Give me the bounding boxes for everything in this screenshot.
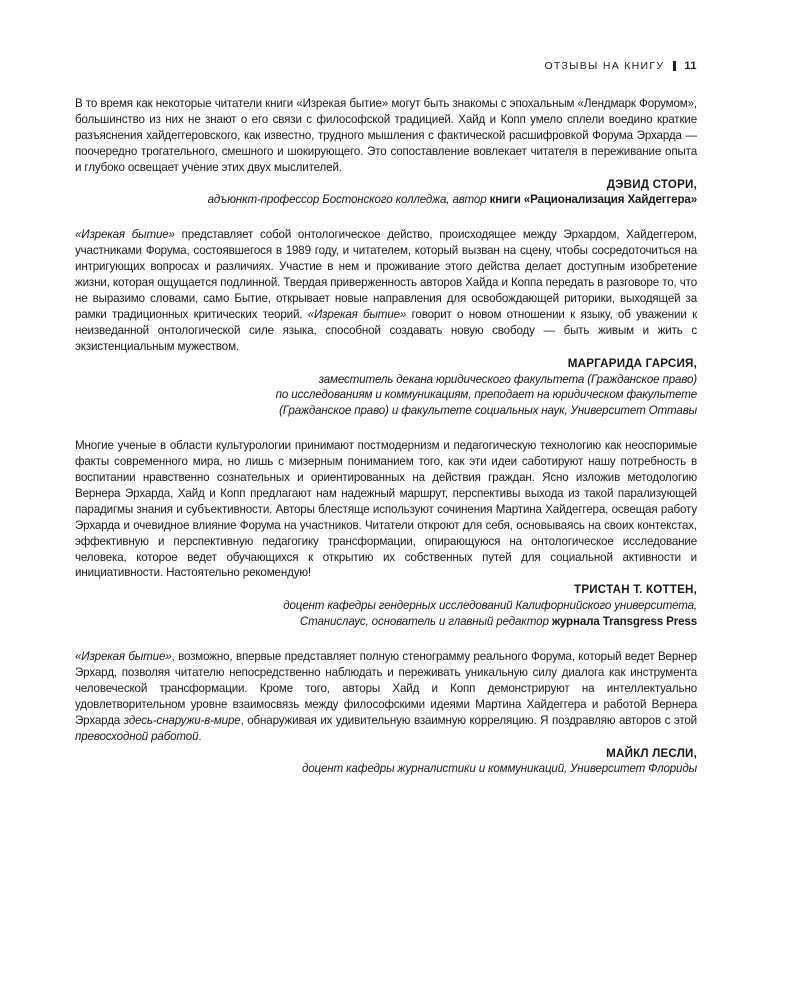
running-title: ОТЗЫВЫ НА КНИГУ [544,60,665,72]
review-affiliation: адъюнкт-профессор Бостонского колледжа, автор книги «Рационализация Хайдеггера» [207,193,697,207]
review-affiliation-line: (Гражданское право) и факультете социальных наук, Университет Оттавы [279,404,697,418]
review-author: ТРИСТАН Т. КОТТЕН, [574,583,697,597]
review-garcia [75,227,697,419]
review-text: В то время как некоторые читатели книги «Изрекая бытие» могут быть знакомы с эпохальным «Лендмарк Форумом», большинство из них не знают о его связи с философской традицией. Хайд и Копп умело сплели воедино краткие разъяснения хайдеггеровского, как известно, трудного мышления с фактической расшифровкой Форума Эрхарда — поочередно трогательного, смешного и шокирующего. Это сопоставление вовлекает читателя в переживание опыта и глубоко освещает учение этих двух мыслителей. [75,97,697,174]
header-separator [673,61,676,71]
review-affiliation-line: доцент кафедры журналистики и коммуникаций, Университет Флориды [301,762,697,776]
review-author: МАЙКЛ ЛЕСЛИ, [606,746,697,760]
review-affiliation-line: доцент кафедры гендерных исследований Калифорнийского университета, [283,599,697,613]
page-number: 11 [684,60,697,72]
reviews-section [75,96,697,796]
running-header [544,60,697,72]
review-affiliation-line: Станислаус, основатель и главный редактор журнала Transgress Press [299,615,697,629]
review-affiliation-line: по исследованиям и коммуникациям, преподает на юридическом факультете [275,388,697,402]
review-affiliation-line: заместитель декана юридического факультета (Гражданское право) [318,372,697,386]
journal-title: журнала Transgress Press [551,615,697,629]
review-story [75,96,697,208]
review-author: МАРГАРИДА ГАРСИЯ, [567,356,697,370]
review-text: «Изрекая бытие», возможно, впервые представляет полную стенограмму реального Форума, который ведет Вернер Эрхард, позволяя читателю непосредственно наблюдать и переживать уникальную силу диалога как инструмента человеческой трансформации. Кроме того, авторы Хайд и Копп демонстрируют на интеллектуально удовлетворительном уровне взаимосвязь между философскими идеями Мартина Хайдеггера и работой Вернера Эрхарда здесь-снаружи-в-мире, обнаруживая их удивительную взаимную корреляцию. Я поздравляю авторов с этой превосходной работой. [75,650,697,743]
review-text: Многие ученые в области культурологии принимают постмодернизм и педагогическую технологию как неоспоримые факты современного мира, но лишь с мизерным пониманием того, как эти идеи саботируют нашу потребность в воспитании нравственно сознательных и ориентированных на действия граждан. Ясно изложив методологию Вернера Эрхарда, Хайд и Копп предлагают нам надежный маршрут, перспективы выхода из такой парализующей парадигмы знания и субъективности. Авторы блестяще используют сочинения Мартина Хайдеггера, освещая работу Эрхарда и очевидное влияние Форума на участников. Читатели откроют для себя, основываясь на своих контекстах, эффективную и перспективную педагогику трансформации, опирающуюся на онтологическое исследование человека, которое ведет обучающихся к открытию их собственных путей для социальной активности и инициативности. Настоятельно рекомендую! [75,439,697,580]
review-author: ДЭВИД СТОРИ, [606,177,697,191]
review-leslie [75,649,697,777]
book-title: книги «Рационализация Хайдеггера» [489,193,697,207]
review-text: «Изрекая бытие» представляет собой онтологическое действо, происходящее между Эрхардом, Хайдеггером, участниками Форума, состоявшегося в 1989 году, и читателем, который вызван на сцену, чтобы сосредоточиться на интригующих вопросах и различиях. Участие в нем и проживание этого действа делает доступным изобретение жизни, которая ощущается подлинной. Твердая приверженность авторов Хайда и Коппа передать в разговоре то, что не выразимо словами, само Бытие, открывает новые направления для освобождающей риторики, выходящей за рамки традиционных критических теорий. «Изрекая бытие» говорит о новом отношении к языку, об уважении к неизведанной онтологической силе языка, способной создавать новую свободу — быть живым и жить с экзистенциальным мужеством. [75,228,697,353]
review-cotten [75,438,697,630]
